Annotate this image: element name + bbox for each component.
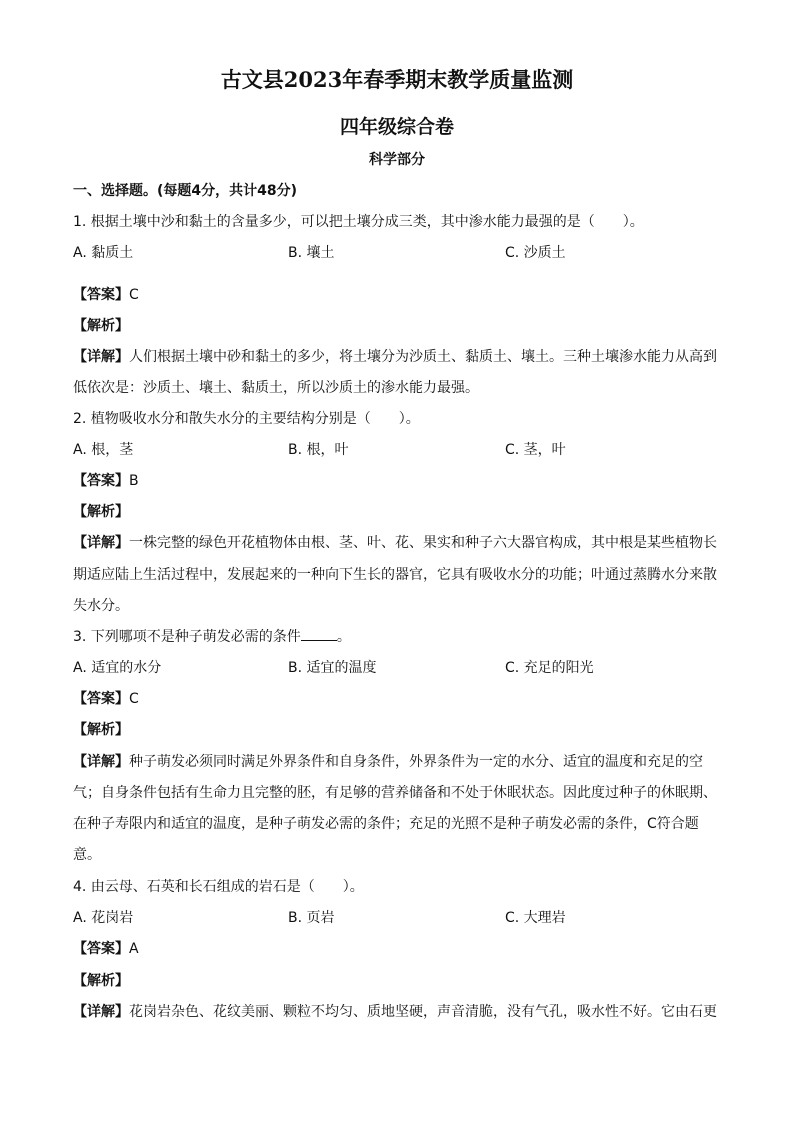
- question-2-option-a: A. 根，茎: [73, 442, 134, 458]
- answer-value: C: [129, 287, 139, 303]
- question-2-analysis-label: 【解析】: [73, 504, 129, 520]
- detail-text: 种子萌发必须同时满足外界条件和自身条件，外界条件为一定的水分、适宜的温度和充足的空: [129, 754, 703, 770]
- detail-text: 人们根据土壤中砂和黏土的多少，将土壤分为沙质土、黏质土、壤土。三种土壤渗水能力从高到: [129, 349, 717, 365]
- question-3-stem: [73, 626, 351, 648]
- detail-label: 【详解】: [73, 1004, 129, 1020]
- question-1-detail-line-1: [73, 346, 717, 368]
- stem-text: 3. 下列哪项不是种子萌发必需的条件: [73, 629, 301, 645]
- detail-text: 一株完整的绿色开花植物体由根、茎、叶、花、果实和种子六大器官构成，其中根是某些植物长: [129, 535, 717, 551]
- question-1-answer: [73, 284, 139, 306]
- detail-label: 【详解】: [73, 349, 129, 365]
- answer-label: 【答案】: [73, 691, 129, 707]
- exam-title: 古文县2023年春季期末教学质量监测: [220, 67, 574, 92]
- question-3-detail-line-2: 气；自身条件包括有生命力且完整的胚，有足够的营养储备和不处于休眠状态。因此度过种子的休眠期、: [73, 785, 717, 801]
- exam-subtitle: 四年级综合卷: [339, 116, 454, 138]
- question-4-option-a: A. 花岗岩: [73, 910, 134, 926]
- question-2-detail-line-2: 期适应陆上生活过程中，发展起来的一种向下生长的器官，它具有吸收水分的功能；叶通过蒸腾水分来散: [73, 567, 717, 583]
- answer-value: A: [129, 941, 139, 957]
- question-4-answer: [73, 938, 139, 960]
- question-2-stem: 2. 植物吸收水分和散失水分的主要结构分别是（ ）。: [73, 411, 420, 427]
- question-1-option-b: B. 壤土: [288, 245, 335, 261]
- question-4-stem: 4. 由云母、石英和长石组成的岩石是（ ）。: [73, 879, 364, 895]
- question-4-analysis-label: 【解析】: [73, 973, 129, 989]
- question-2-detail-line-3: 失水分。: [73, 598, 129, 614]
- question-3-analysis-label: 【解析】: [73, 722, 129, 738]
- question-1-option-c: C. 沙质土: [505, 245, 566, 261]
- question-3-answer: [73, 688, 139, 710]
- answer-value: C: [129, 691, 139, 707]
- answer-label: 【答案】: [73, 941, 129, 957]
- detail-label: 【详解】: [73, 754, 129, 770]
- question-1-option-a: A. 黏质土: [73, 245, 134, 261]
- answer-label: 【答案】: [73, 473, 129, 489]
- question-4-option-c: C. 大理岩: [505, 910, 566, 926]
- question-3-detail-line-4: 意。: [73, 847, 101, 863]
- question-1-detail-line-2: 低依次是：沙质土、壤土、黏质土，所以沙质土的渗水能力最强。: [73, 380, 479, 396]
- answer-value: B: [129, 473, 139, 489]
- question-2-answer: [73, 470, 139, 492]
- question-2-option-c: C. 茎，叶: [505, 442, 566, 458]
- question-3-option-c: C. 充足的阳光: [505, 660, 594, 676]
- question-4-option-b: B. 页岩: [288, 910, 335, 926]
- stem-end: 。: [336, 629, 351, 645]
- question-2-option-b: B. 根，叶: [288, 442, 349, 458]
- question-3-option-b: B. 适宜的温度: [288, 660, 377, 676]
- detail-text: 花岗岩杂色、花纹美丽、颗粒不均匀、质地坚硬，声音清脆，没有气孔，吸水性不好。它由石更: [129, 1004, 717, 1020]
- question-3-option-a: A. 适宜的水分: [73, 660, 162, 676]
- answer-label: 【答案】: [73, 287, 129, 303]
- question-3-detail-line-1: [73, 751, 703, 773]
- question-1-stem: 1. 根据土壤中沙和黏土的含量多少，可以把土壤分成三类，其中渗水能力最强的是（ ）。: [73, 214, 644, 230]
- answer-blank: [301, 626, 337, 641]
- part-heading: 一、选择题。(每题4分，共计48分): [73, 183, 298, 199]
- question-1-analysis-label: 【解析】: [73, 318, 129, 334]
- section-title: 科学部分: [369, 152, 425, 168]
- question-4-detail-line-1: [73, 1001, 717, 1023]
- question-2-detail-line-1: [73, 532, 717, 554]
- detail-label: 【详解】: [73, 535, 129, 551]
- question-3-detail-line-3: 在种子寿限内和适宜的温度，是种子萌发必需的条件；充足的光照不是种子萌发必需的条件，C符合题: [73, 816, 699, 832]
